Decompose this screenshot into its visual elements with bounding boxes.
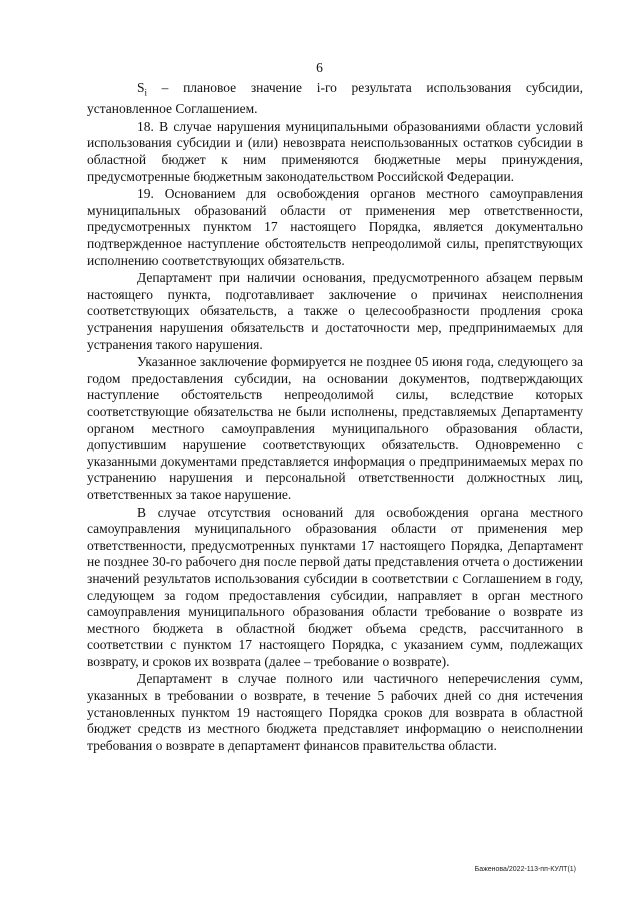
paragraph-18: 18. В случае нарушения муниципальными образованиями области условий использования субсидии и (или) невозврата неиспользованных остатков субсидии в областной бюджет к ним применяются бюджетные меры принуждения, предусмотренные бюджетным законодательством Российской Федерации. [87,118,583,184]
formula-variable: S [137,80,145,95]
paragraph-formula-definition [87,80,583,118]
paragraph-department-conclusion: Департамент при наличии основания, предусмотренного абзацем первым настоящего пункта, подготавливает заключение о причинах неисполнения соответствующих обязательств, а также о целесообразности продления срока устранения нарушения обязательств и достаточности мер, предпринимаемых для устранения такого нарушения. [87,270,583,352]
formula-definition-text: – плановое значение i-го результата использования субсидии, установленное Соглашением. [87,80,583,117]
formula-subscript: i [144,87,148,98]
document-code: Баженова/2022-113-пп-КУЛТ(1) [474,866,576,873]
page-number: 6 [316,60,323,75]
paragraph-19: 19. Основанием для освобождения органов местного самоуправления муниципальных образований области от применения мер ответственности, предусмотренных пунктом 17 настоящего Порядка, является документально подтвержденное наступление обстоятельств непреодолимой силы, препятствующих исполнению соответствующих обязательств. [87,186,583,268]
document-body [87,80,583,754]
paragraph-conclusion-deadline: Указанное заключение формируется не позднее 05 июня года, следующего за годом предоставления субсидии, на основании документов, подтверждающих наступление обстоятельств непреодолимой силы, вследствие которых соответствующие обязательства не были исполнены, представляемых Департаменту органом местного самоуправления муниципального образования области, допустившим нарушение соответствующих обязательств. Одновременно с указанными документами представляется информация о предпринимаемых мерах по устранению нарушения и персональной ответственности должностных лиц, ответственных за такое нарушение. [87,354,583,502]
paragraph-non-transfer: Департамент в случае полного или частичного неперечисления сумм, указанных в требовании о возврате, в течение 5 рабочих дней со дня истечения установленных пунктом 19 настоящего Порядка сроков для возврата в областной бюджет средств из местного бюджета представляет информацию о неисполнении требования о возврате в департамент финансов правительства области. [87,671,583,753]
paragraph-return-requirement: В случае отсутствия оснований для освобождения органа местного самоуправления муниципального образования области от применения мер ответственности, предусмотренных пунктами 17 настоящего Порядка, Департамент не позднее 30-го рабочего дня после первой даты представления отчета о достижении значений результатов использования субсидии в соответствии с Соглашением в году, следующем за годом предоставления субсидии, направляет в орган местного самоуправления муниципального образования области требование о возврате из местного бюджета в областной бюджет объема средств, рассчитанного в соответствии с пунктом 17 настоящего Порядка, с указанием сумм, подлежащих возврату, и сроков их возврата (далее – требование о возврате). [87,504,583,669]
